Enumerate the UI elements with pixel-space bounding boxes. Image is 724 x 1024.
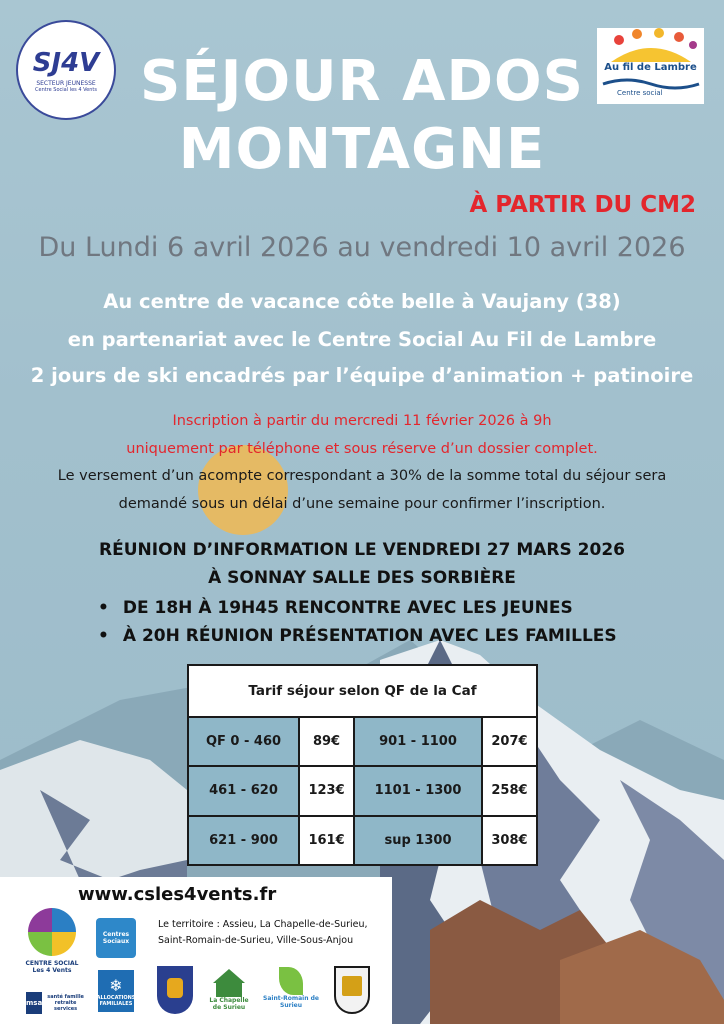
meeting-bullet-2-text: À 20H RÉUNION PRÉSENTATION AVEC LES FAMILLES [122,626,617,646]
table-row [188,816,537,865]
stay-dates: Du Lundi 6 avril 2026 au vendredi 10 avril 2026 [38,232,686,263]
table-cell: sup 1300 [354,816,482,865]
meeting-bullet-1-text: DE 18H À 19H45 RENCONTRE AVEC LES JEUNES [122,598,573,618]
territory-line-2: Saint-Romain-de-Surieu, Ville-Sous-Anjou [158,935,354,946]
deposit-text-1: Le versement d’un acompte correspondant a 30% de la somme total du séjour sera [57,468,667,484]
territory-text [158,917,368,949]
sj4v-logo-sub: SECTEUR JEUNESSE [36,79,96,87]
table-cell: 1101 - 1300 [354,766,482,815]
table-cell: 123€ [299,766,354,815]
stromain-logo-label: Saint-Romain de Surieu [263,995,319,1009]
age-subtitle: À PARTIR DU CM2 [469,192,696,218]
table-cell: 308€ [482,816,537,865]
caf-logo-label: ALLOCATIONS FAMILIALES [96,994,136,1007]
house-roof-icon [213,969,245,983]
meeting-title: RÉUNION D’INFORMATION LE VENDREDI 27 MARS 2026 [99,540,625,560]
title-line-1: SÉJOUR ADOS [140,49,584,114]
msa-logo [26,990,86,1016]
msa-logo-label: santé famille retraite services [47,994,84,1012]
deposit-text-2: demandé sous un délai d’une semaine pour confirmer l’inscription. [118,496,606,512]
sj4v-logo-sub2: Centre Social les 4 Vents [35,86,97,93]
assieu-crest-icon [157,966,193,1014]
table-cell: 461 - 620 [188,766,299,815]
meeting-bullet-1 [98,598,573,618]
inscription-date: Inscription à partir du mercredi 11 février 2026 à 9h [172,413,552,429]
caf-logo [98,970,134,1012]
lambre-logo-sub: Centre social [617,89,663,97]
flower-icon [28,908,76,956]
inscription-condition: uniquement par téléphone et sous réserve d’un dossier complet. [126,441,598,457]
la-chapelle-de-surieu-logo [205,966,253,1014]
table-cell: 258€ [482,766,537,815]
sj4v-logo-mark: SJ4V [32,47,100,78]
centre-social-4-vents-logo [22,905,82,977]
territory-line-1: Le territoire : Assieu, La Chapelle-de-Surieu, [158,919,368,930]
msa-logo-box: msa [26,992,42,1014]
snowflake-icon: ❄ [109,975,123,995]
table-cell: 89€ [299,717,354,766]
table-row [188,766,537,815]
chapelle-logo-label: La Chapelle de Surieu [209,997,249,1011]
info-location: Au centre de vacance côte belle à Vaujany (38) [103,290,621,313]
table-cell: 207€ [482,717,537,766]
title-line-2: MONTAGNE [178,117,546,182]
leaf-icon [279,967,303,995]
lambre-logo-text: Au fil de Lambre [604,62,697,73]
cs4v-logo-label: CENTRE SOCIAL Les 4 Vents [25,960,79,974]
table-cell: 621 - 900 [188,816,299,865]
info-activities: 2 jours de ski encadrés par l’équipe d’animation + patinoire [30,364,694,387]
tarif-table [187,664,538,866]
info-partnership: en partenariat avec le Centre Social Au Fil de Lambre [67,328,657,351]
website-link[interactable]: www.csles4vents.fr [78,884,277,905]
ville-sous-anjou-crest-icon [334,966,370,1014]
table-row [188,717,537,766]
table-cell: 161€ [299,816,354,865]
tarif-table-title: Tarif séjour selon QF de la Caf [188,665,537,717]
house-walls-icon [216,983,242,997]
table-cell: QF 0 - 460 [188,717,299,766]
table-cell: 901 - 1100 [354,717,482,766]
bullet-dot: • [98,626,109,646]
bullet-dot: • [98,598,109,618]
saint-romain-de-surieu-logo [262,962,320,1014]
meeting-bullet-2 [98,626,617,646]
meeting-location: À SONNAY SALLE DES SORBIÈRE [208,568,516,588]
centres-sociaux-logo: Centres Sociaux [96,918,136,958]
